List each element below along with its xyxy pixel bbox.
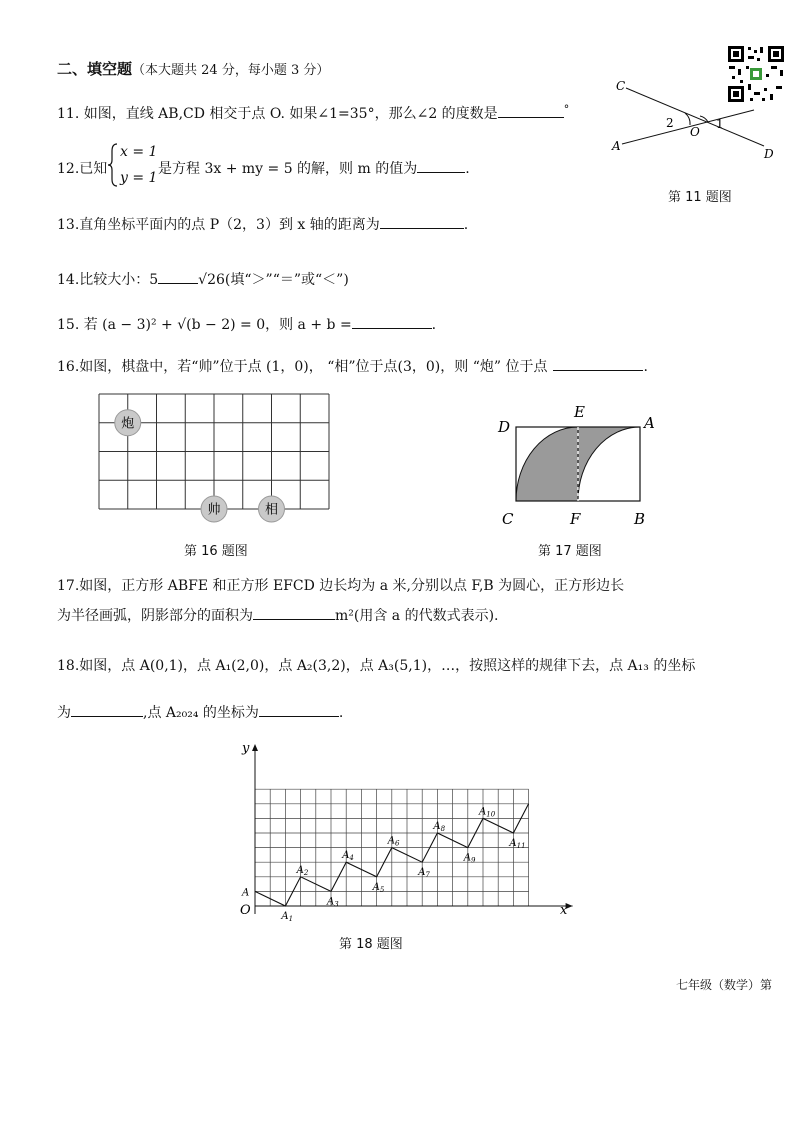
q18-line1: 18.如图，点 A(0,1)，点 A₁(2,0)，点 A₂(3,2)，点 A₃(5,1)，…，按照这样的规律下去，点 A₁₃ 的坐标 — [57, 658, 696, 674]
q18-answer-blank-1[interactable] — [71, 702, 143, 717]
q15-end: . — [431, 317, 437, 333]
piece-shuai — [201, 496, 227, 522]
q16-caption: 第 16 题图 — [184, 544, 248, 559]
q16-answer-blank[interactable] — [553, 356, 643, 371]
q13-text: 13.直角坐标平面内的点 P（2，3）到 x 轴的距离为 — [57, 217, 380, 233]
q11-label-1: 1 — [716, 117, 724, 131]
q11-caption: 第 11 题图 — [668, 190, 732, 205]
q11-label-o: O — [690, 125, 700, 139]
q12-answer-blank[interactable] — [417, 158, 465, 173]
q17-answer-blank[interactable] — [253, 605, 335, 620]
point-label: $A_{10}$ — [479, 806, 496, 819]
question-14 — [57, 269, 349, 289]
q17-line1: 17.如图，正方形 ABFE 和正方形 EFCD 边长均为 a 米,分别以点 F,B 为圆心，正方形边长 — [57, 578, 625, 594]
question-13 — [57, 214, 468, 234]
q11-unit: ° — [563, 103, 570, 116]
q17-line2b: m²(用含 a 的代数式表示). — [335, 608, 499, 624]
q17-label-e: E — [574, 403, 585, 421]
piece-pao — [115, 410, 141, 436]
q18-origin-label: O — [240, 903, 251, 918]
q17-label-d: D — [498, 418, 511, 436]
q18-caption: 第 18 题图 — [339, 937, 403, 952]
q12-prefix: 12.已知 — [57, 161, 108, 177]
section-note: （本大题共 24 分，每小题 3 分） — [132, 63, 330, 78]
point-label: $A_9$ — [463, 852, 476, 865]
q17-label-a: A — [644, 414, 655, 432]
point-label: $A_2$ — [296, 864, 309, 877]
q17-line2 — [57, 605, 499, 625]
q17-line2a: 为半径画弧，阴影部分的面积为 — [57, 608, 253, 624]
q11-answer-blank[interactable] — [498, 103, 564, 118]
section-title-text: 二、填空题 — [57, 60, 133, 78]
y-axis-arrow-icon — [252, 744, 258, 751]
q18-line2b: ,点 A₂₀₂₄ 的坐标为 — [143, 705, 259, 721]
q18-line2c: . — [338, 705, 344, 721]
q18-ylabel: y — [242, 741, 250, 756]
q11-text: 11. 如图，直线 AB,CD 相交于点 O. 如果∠1=35°，那么∠2 的度数是 — [57, 106, 498, 122]
q18-plot — [241, 804, 529, 923]
point-label: $A_7$ — [418, 867, 430, 880]
q12-mid: 是方程 3x + my = 5 的解，则 m 的值为 — [158, 161, 418, 177]
q17-label-c: C — [502, 510, 514, 528]
q18-axes — [252, 744, 573, 914]
point-label: $A_6$ — [387, 835, 400, 848]
q13-answer-blank[interactable] — [380, 214, 464, 229]
q14-prefix: 14.比较大小：5 — [57, 272, 159, 288]
q12-end: . — [465, 161, 470, 177]
q18-xlabel: x — [560, 903, 568, 918]
q18-line2a: 为 — [57, 705, 71, 721]
q11-label-c: C — [616, 79, 626, 93]
point-label: $A_4$ — [342, 850, 354, 863]
q16-end: . — [643, 359, 648, 375]
q14-sqrt: √26 — [198, 272, 225, 288]
question-15 — [57, 314, 436, 334]
question-16 — [57, 356, 648, 376]
point-label: $A_{11}$ — [509, 838, 526, 850]
q16-chessboard — [88, 388, 344, 528]
piece-pao-label: 炮 — [121, 416, 135, 432]
point-label: $A_1$ — [281, 911, 294, 923]
q12-brace — [108, 143, 116, 187]
q18-answer-blank-2[interactable] — [259, 702, 339, 717]
q11-label-d: D — [764, 147, 774, 161]
point-label: $A_8$ — [433, 821, 446, 833]
q11-label-2: 2 — [666, 116, 674, 130]
q18-line2 — [57, 702, 343, 722]
piece-shuai-label: 帅 — [207, 502, 221, 518]
q11-figure — [604, 78, 784, 166]
q14-suffix: (填“＞”“＝”或“＜”) — [224, 272, 349, 288]
q17-figure — [494, 400, 674, 530]
point-label: A — [242, 887, 250, 899]
q18-chart — [228, 738, 588, 924]
point-label: $A_5$ — [372, 881, 385, 894]
q15-answer-blank[interactable] — [352, 314, 432, 329]
q15-prefix: 15. 若 (a − 3)² + √(b − 2) = 0，则 a + b = — [57, 317, 352, 333]
q12-text — [158, 158, 470, 178]
q12-eq2: y = 1 — [120, 170, 158, 186]
q17-caption: 第 17 题图 — [538, 544, 602, 559]
question-11 — [57, 103, 569, 123]
piece-xiang — [259, 496, 285, 522]
point-label: $A_3$ — [327, 896, 339, 909]
q13-end: . — [463, 217, 469, 233]
q14-answer-blank[interactable] — [158, 269, 198, 284]
q17-label-b: B — [634, 510, 646, 528]
q11-label-a: A — [612, 139, 621, 153]
page-footer: 七年级（数学）第 — [676, 978, 773, 992]
section-title — [57, 58, 329, 79]
piece-xiang-label: 相 — [264, 502, 279, 518]
q17-label-f: F — [570, 510, 581, 528]
q16-text: 16.如图，棋盘中，若“帅”位于点 (1，0)， “相”位于点(3，0)，则 “炮” 位于点 — [57, 359, 548, 375]
q12-eq1: x = 1 — [120, 144, 158, 160]
